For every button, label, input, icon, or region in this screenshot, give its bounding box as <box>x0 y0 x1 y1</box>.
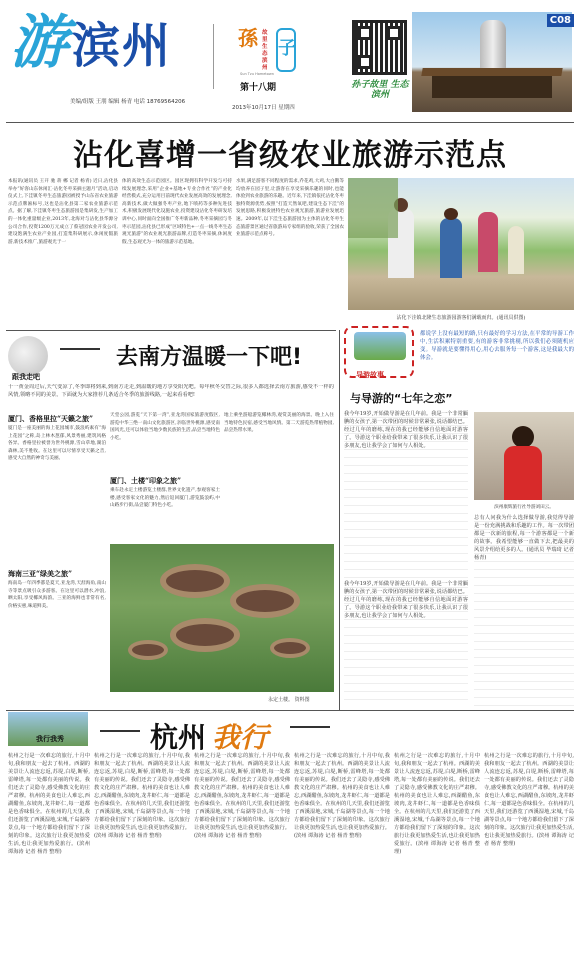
walk-col-6: 杭州之行是一次难忘的旅行,十月中旬,我和朋友一起去了杭州。西湖的美景让人流连忘返,苏堤,白堤,断桥,雷峰塔,每一处都有美丽的传说。我们还去了灵隐寺,感受佛教文化的庄严肃穆。杭州的美食也让人难忘,西湖醋鱼,东坡肉,龙井虾仁,每一道都是色香味俱全。在杭州的几天里,我们还游览了西溪湿地,宋城,千岛湖等景点,每一个地方都给我们留下了深刻的印象。这次旅行让我更加热爱生活,也让我更加热爱旅行。(滨州 谭海涛 记者 杨青 整理) <box>484 753 574 847</box>
lead-col-1: 本报讯(通讯员 王开 驰 蒋 郴 记者 杨青) 近日,沾化县举办“好客山东休闲汇·沾化冬枣采摘主题月”活动,启动仪式上,下洼镇冬枣生态旅游园被授予山东省农业旅游示范点牌匾标号,这也是沾化县第二家农业旅游示范点。据了解,下洼镇冬枣生态旅游园是集研发,生产加工的一体化重量级企业,2013年,北海对与沾化县华源分公司合作,投资1200万元成立了蔡冠园农业开发公司,建设饱满生农业产业园,打造集科研展示,休闲度假旅游,新技术推广,旅游观光于一 <box>8 179 118 245</box>
guide-photo-caption: 滨州康辉旅行社导游刘田云。 <box>494 505 554 510</box>
brand-char-zi: 子 <box>276 28 296 72</box>
statue-image <box>412 12 572 112</box>
walk-col-4: 杭州之行是一次难忘的旅行,十月中旬,我和朋友一起去了杭州。西湖的美景让人流连忘返,苏堤,白堤,断桥,雷峰塔,每一处都有美丽的传说。我们还去了灵隐寺,感受佛教文化的庄严肃穆。杭州的美食也让人难忘,西湖醋鱼,东坡肉,龙井虾仁,每一道都是色香味俱全。在杭州的几天里,我们还游览了西溪湿地,宋城,千岛湖等景点,每一个地方都给我们留下了深刻的印象。这次旅行让我更加热爱生活,也让我更加热爱旅行。(滨州 谭海涛 记者 杨青 整理) <box>294 753 390 839</box>
walk-col-3: 杭州之行是一次难忘的旅行,十月中旬,我和朋友一起去了杭州。西湖的美景让人流连忘返,苏堤,白堤,断桥,雷峰塔,每一处都有美丽的传说。我们还去了灵隐寺,感受佛教文化的庄严肃穆。杭州的美食也让人难忘,西湖醋鱼,东坡肉,龙井虾仁,每一道都是色香味俱全。在杭州的几天里,我们还游览了西溪湿地,宋城,千岛湖等景点,每一个地方都给我们留下了深刻的印象。这次旅行让我更加热爱生活,也让我更加热爱旅行。(滨州 谭海涛 记者 杨青 整理) <box>194 753 290 839</box>
lead-col-2: 体的高效生态示范园区。园区现拥有科学开发与可持续发展理念,采用“企业+基地+专业合作社”的产业化经营模式,充分运用目前现代农业发展高效的发展理念,高新技术,做大做强冬枣产业,地下喷药等多种先进技术,积极发展现代化设施农业,投资建设沾化冬枣研发培训中心,同时面向全国推广冬枣新品种,冬枣采摘园与冬枣示范园,沾化县已形成“区域特色+一点一线冬枣生态观光旅游”的农业观光旅游品牌,打造冬枣采摘,休闲度假,生态观光为一体的旅游示范基地。 <box>122 179 232 245</box>
lead-photo-caption: 沾化下洼镇北隆生态旅游园游客们满载而归。(通讯员供图) <box>396 315 526 321</box>
route-1-body: 厦门是一座美丽的海上花园城市,鼓浪屿素有“海上花园”之称,岛上林木葱郁,风景秀丽,建筑风格各异。香格里拉被誉为世外桃源,雪山草地,湖泊森林,美不胜收。在这里可以尽情享受天籁之音,感受大自然的神奇与美丽。 <box>8 426 106 462</box>
travel-col-3: 地上乘坐游船游览椰林湾,观赏美丽的海景。晚上入住当地特色民宿,感受当地风情。第二天游览热带植物园,品尝热带水果。 <box>224 413 334 434</box>
page-code: C08 <box>547 14 574 27</box>
tulou-photo <box>110 544 334 692</box>
section-rule <box>6 330 336 331</box>
walk-col-5: 杭州之行是一次难忘的旅行,十月中旬,我和朋友一起去了杭州。西湖的美景让人流连忘返,苏堤,白堤,断桥,雷峰塔,每一处都有美丽的传说。我们还去了灵隐寺,感受佛教文化的庄严肃穆。杭州的美食也让人难忘,西湖醋鱼,东坡肉,龙井虾仁,每一道都是色香味俱全。在杭州的几天里,我们还游览了西溪湿地,宋城,千岛湖等景点,每一个地方都给我们留下了深刻的印象。这次旅行让我更加热爱生活,也让我更加热爱旅行。(滨州 谭海涛 记者 杨青 整理) <box>394 753 480 855</box>
travel-col-2 <box>110 412 220 540</box>
travel-headline: 去南方温暖一下吧! <box>116 345 303 370</box>
guide-headline: 与导游的“七年之恋” <box>350 392 453 405</box>
walk-col-1: 杭州之行是一次难忘的旅行,十月中旬,我和朋友一起去了杭州。西湖的美景让人流连忘返,苏堤,白堤,断桥,雷峰塔,每一处都有美丽的传说。我们还去了灵隐寺,感受佛教文化的庄严肃穆。杭州的美食也让人难忘,西湖醋鱼,东坡肉,龙井虾仁,每一道都是色香味俱全。在杭州的几天里,我们还游览了西溪湿地,宋城,千岛湖等景点,每一个地方都给我们留下了深刻的印象。这次旅行让我更加热爱生活,也让我更加热爱旅行。(滨州 谭海涛 记者 杨青 整理) <box>8 753 90 855</box>
qr-code <box>352 20 407 75</box>
guide-photo <box>474 412 574 500</box>
logo-binzhou: 滨州 <box>72 18 173 74</box>
walk-header: 我行我秀 <box>36 735 64 743</box>
walk-line <box>100 730 140 732</box>
brand-char-sun: 孫 <box>238 26 258 50</box>
issue-number: 第十八期 <box>240 83 277 93</box>
masthead <box>0 0 580 120</box>
brand-small-text: Sun Tzu Hometown <box>240 72 275 76</box>
walk-col-2: 杭州之行是一次难忘的旅行,十月中旬,我和朋友一起去了杭州。西湖的美景让人流连忘返,苏堤,白堤,断桥,雷峰塔,每一处都有美丽的传说。我们还去了灵隐寺,感受佛教文化的庄严肃穆。杭州的美食也让人难忘,西湖醋鱼,东坡肉,龙井虾仁,每一道都是色香味俱全。在杭州的几天里,我们还游览了西溪湿地,宋城,千岛湖等景点,每一个地方都给我们留下了深刻的印象。这次旅行让我更加热爱生活,也让我更加热爱旅行。(滨州 谭海涛 记者 杨青 整理) <box>94 753 190 839</box>
travel-line <box>60 348 100 350</box>
lead-col-3: 水果,满足游客不同程度的需求,乔花鸡,大鸡,大白鹅等均放养在园子里,让游客在享受采摘乐趣的同时,也能体验到农业旅游的乐趣。近年来,下洼镇依托沾化冬枣独特资源优势,按照“打造天然氧吧,建设生态下洼”的发展思路,积极发展特色农业观光旅游,旅游业发展迅速。2009年,以下洼生态旅游园为主体的沾化冬枣生态旅游景区通过省旅游局专家组的验收,荣获了全国农业旅游示范点称号。 <box>236 179 344 238</box>
guide-quote: 都说学上没有最短的路,只有最好的学习方法,在平常的导游工作中,生活积累特别重要,有的游客非常挑剔,所以我们必须随机应变。导游就是要懂得用心,用心去服务每一个游客,这是我最大的体会。 <box>420 331 574 361</box>
editor-line: 美编/组版 王朋 编辑 杨青 电话 18769564206 <box>70 99 186 105</box>
brand-logo <box>238 26 264 72</box>
lead-photo <box>348 178 574 310</box>
issue-date: 2013年10月17日 星期四 <box>232 105 295 111</box>
logo-you-char: 游 <box>10 8 69 76</box>
route-1-head: 厦门、香格里拉“天籁之旅” <box>8 414 94 423</box>
guide-body-2: 总有人问我为什么选择做导游,我觉得导游是一份充满挑战和乐趣的工作。每一次带团都是一次新的旅程,每一个游客都是一个新的故事。我希望能够一直做下去,把最美的风景介绍给更多的人。(通讯员 毕瑞琦 记者 杨青) <box>474 514 574 706</box>
travel-col-1 <box>8 412 106 702</box>
column-divider <box>339 330 340 710</box>
travel-header-icon <box>8 336 48 376</box>
tulou-caption: 永定土楼。 资料图 <box>268 697 310 703</box>
walk-title-color: 我行 <box>212 721 269 754</box>
guide-body-3: 我今年19岁,开始做导游是在几年前。我是一个非常腼腆的女孩子,第一次带团的时候非常紧张,说话都结巴。经过几年的磨练,现在的我已经能够自信地面对游客了。导游这个职业给我带来了很多快乐,让我认识了很多朋友,也让我学会了如何与人相处。 <box>344 580 468 706</box>
masthead-divider <box>213 24 214 89</box>
route-3-head: 厦门、土楼“印象之旅” <box>110 476 182 485</box>
route-3-body: 天堂公园,游览“天下第一湾”,亚龙湾国家旅游度假区,游览中华三绝一南山文化旅游区,亲临世外桃源,感受南国风光,还可以体验当地少数民族的生活,品尝当地特色小吃。 <box>110 413 220 441</box>
route-2-head: 海南三亚“绿美之旅” <box>8 569 73 578</box>
tagline: 孙子故里 生态滨州 <box>351 80 409 100</box>
bottom-section-rule <box>6 710 574 711</box>
guide-body: 我今年19岁,开始做导游是在几年前。我是一个非常腼腆的女孩子,第一次带团的时候非常紧张,说话都结巴。经过几年的磨练,现在的我已经能够自信地面对游客了。导游这个职业给我带来了很多快乐,让我认识了很多朋友,也让我学会了如何与人相处。 <box>344 410 468 578</box>
walk-line-2 <box>290 726 330 728</box>
guide-header: 导游故事 <box>356 371 384 379</box>
brand-vertical-text: 故里 生态滨州 <box>262 30 268 71</box>
route-2-body: 海南岛一年四季都是夏天,亚龙湾,天涯海角,南山寺等景点吸引众多游客。在这里可以潜水,冲浪,晒太阳,享受椰风海韵。三亚的海鲜也非常有名,价格实惠,味道鲜美。 <box>8 581 106 609</box>
walk-title-black: 杭州 <box>150 721 207 754</box>
masthead-rule <box>6 122 574 123</box>
travel-header: 跟我走吧 <box>12 373 40 381</box>
route-3-body-b: 乘车赴永定土楼游览土楼群,世界文化遗产,参观客家土楼,感受客家文化的魅力,然后返回厦门,游览鼓浪屿,中山路步行街,品尝厦门特色小吃。 <box>110 488 220 509</box>
travel-intro: 十一黄金周过后,天气变凉了,冬季即将到来,到南方走走,到温暖的地方享受阳光吧。每年秋冬交替之际,很多人都选择去南方旅游,感受不一样的风情,领略不同的美景。下面就为大家推荐几条适合冬季的旅游线路,一起来看看吧! <box>8 384 334 398</box>
lead-headline: 沾化喜增一省级农业旅游示范点 <box>73 138 507 173</box>
